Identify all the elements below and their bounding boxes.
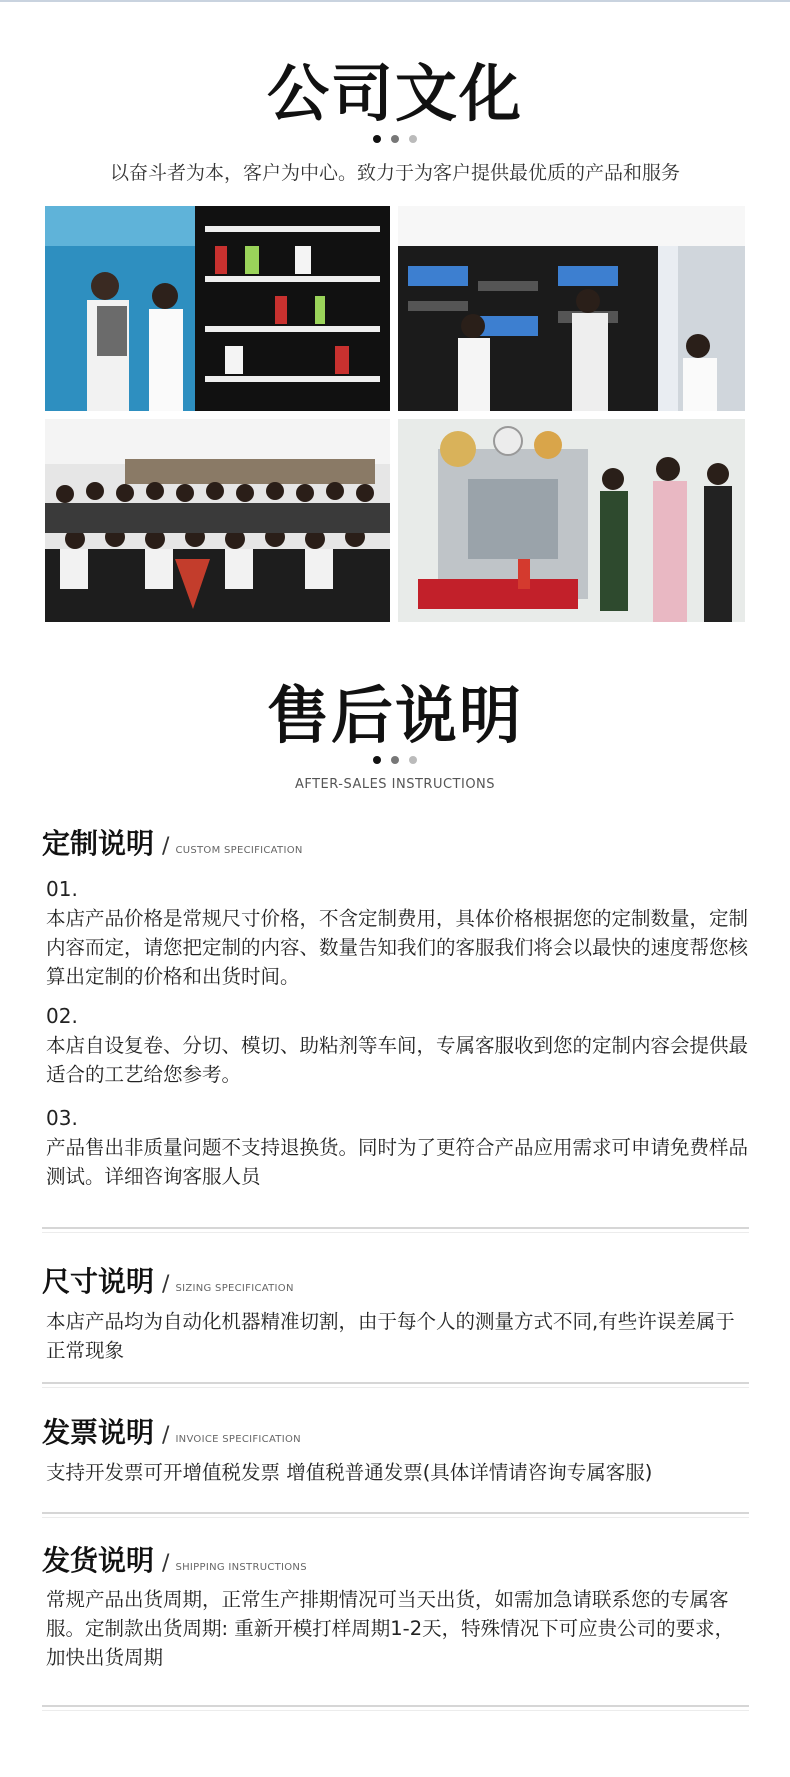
custom-item-text: 本店自设复卷、分切、模切、助粘剂等车间，专属客服收到您的定制内容会提供最适合的工艺给您参考。 (46, 1034, 749, 1086)
custom-item-text: 产品售出非质量问题不支持退换货。同时为了更符合产品应用需求可申请免费样品测试。详细咨询客服人员 (46, 1136, 749, 1188)
photo-team-group (45, 419, 390, 622)
custom-item-number: 02. (46, 1004, 78, 1028)
culture-title: 公司文化 (266, 57, 523, 130)
section-divider (42, 1382, 749, 1388)
shipping-heading: 发货说明 / SHIPPING INSTRUCTIONS (42, 1544, 307, 1577)
custom-title-en: CUSTOM SPECIFICATION (175, 845, 303, 856)
sizing-text: 本店产品均为自动化机器精准切割，由于每个人的测量方式不同,有些许误差属于正常现象 (46, 1310, 735, 1362)
sizing-heading: 尺寸说明 / SIZING SPECIFICATION (42, 1265, 294, 1298)
custom-item-number: 03. (46, 1106, 78, 1130)
top-border (0, 0, 790, 2)
invoice-heading: 发票说明 / INVOICE SPECIFICATION (42, 1416, 301, 1449)
shipping-title: 发货说明 (42, 1544, 155, 1577)
invoice-title: 发票说明 (42, 1416, 155, 1449)
culture-subtitle: 以奋斗者为本，客户为中心。致力于为客户提供最优质的产品和服务 (109, 162, 680, 184)
sizing-title-en: SIZING SPECIFICATION (175, 1283, 294, 1294)
custom-item-number: 01. (46, 877, 78, 901)
custom-heading: 定制说明 / CUSTOM SPECIFICATION (42, 827, 303, 860)
photo-product-showroom (398, 206, 745, 411)
title-dots (0, 128, 790, 138)
photo-exhibition-booth (45, 206, 390, 411)
aftersales-title: 售后说明 (266, 679, 523, 752)
sizing-title: 尺寸说明 (42, 1265, 155, 1298)
section-divider (42, 1705, 749, 1711)
photo-factory-machine (398, 419, 745, 622)
shipping-title-en: SHIPPING INSTRUCTIONS (175, 1562, 307, 1573)
section-divider (42, 1512, 749, 1518)
shipping-text: 常规产品出货周期，正常生产排期情况可当天出货，如需加急请联系您的专属客服。定制款出货周期: 重新开模打样周期1-2天，特殊情况下可应贵公司的要求，加快出货周期 (46, 1588, 735, 1669)
invoice-text: 支持开发票可开增值税发票 增值税普通发票(具体详情请咨询专属客服) (46, 1461, 653, 1484)
section-divider (42, 1227, 749, 1233)
custom-item-text: 本店产品价格是常规尺寸价格，不含定制费用，具体价格根据您的定制数量，定制内容而定，请您把定制的内容、数量告知我们的客服我们将会以最快的速度帮您核算出定制的价格和出货时间。 (46, 907, 749, 988)
invoice-title-en: INVOICE SPECIFICATION (175, 1434, 301, 1445)
title-dots (0, 749, 790, 759)
aftersales-subtitle-en: AFTER-SALES INSTRUCTIONS (294, 777, 496, 792)
custom-title: 定制说明 (42, 827, 155, 860)
